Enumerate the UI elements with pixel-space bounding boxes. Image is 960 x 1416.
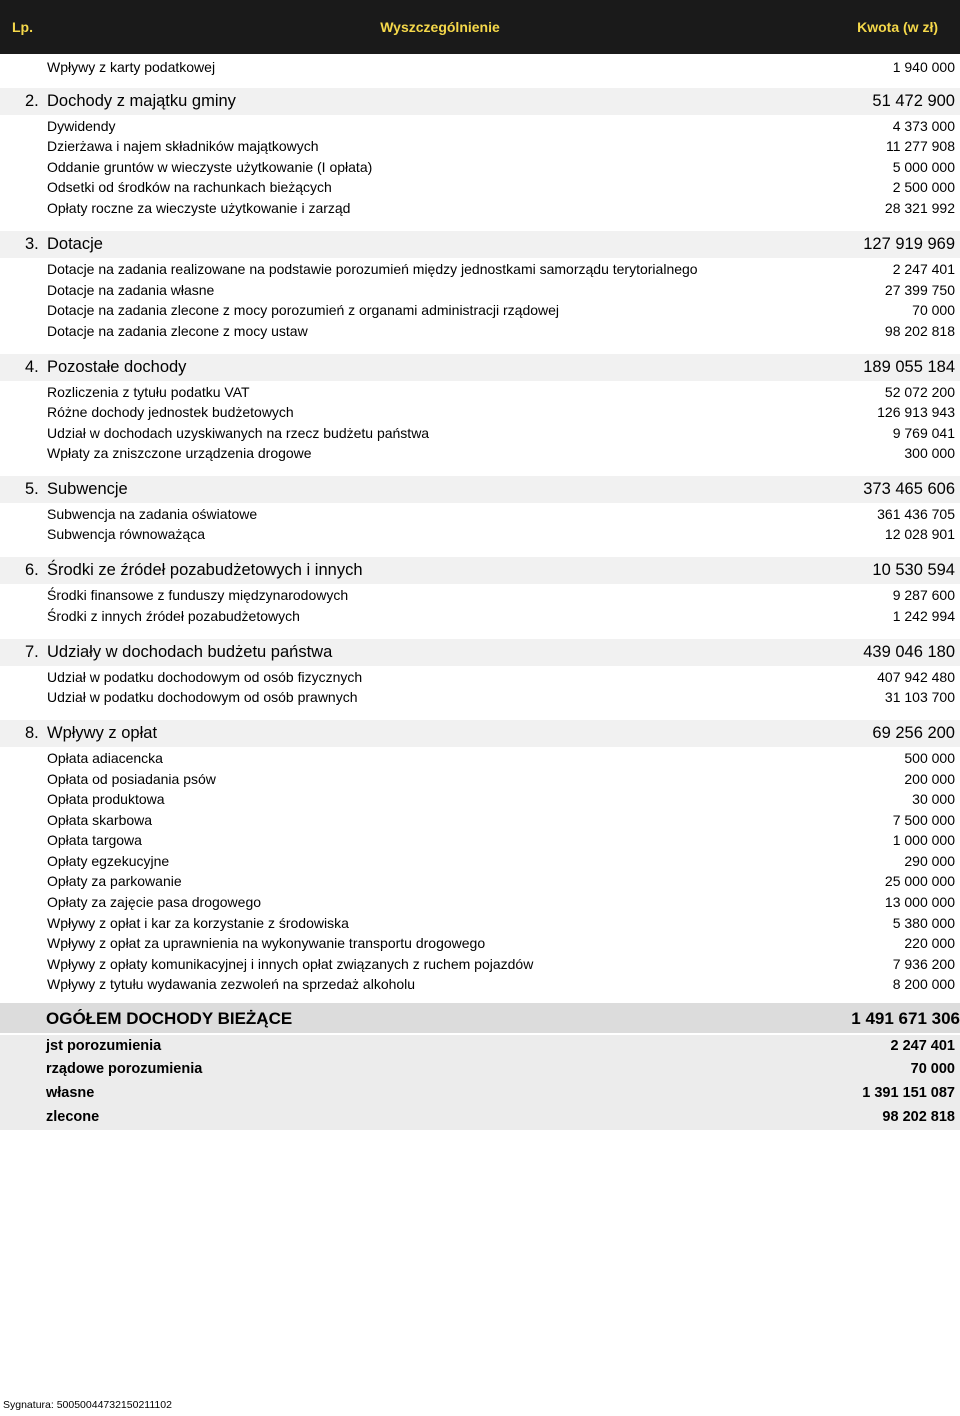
row-amount: 11 277 908: [885, 138, 955, 154]
summary-row: [0, 1082, 960, 1106]
row-amount: 7 500 000: [892, 812, 955, 828]
row-amount: 373 465 606: [863, 480, 955, 498]
row-label: OGÓŁEM DOCHODY BIEŻĄCE: [46, 1009, 293, 1028]
table-row: [0, 955, 960, 975]
header-description: Wyszczególnienie: [380, 19, 500, 35]
table-row: [0, 975, 960, 995]
row-amount: 98 202 818: [882, 1109, 955, 1125]
table-row: [0, 607, 960, 627]
table-row: [0, 403, 960, 423]
row-amount: 98 202 818: [884, 323, 955, 339]
row-amount: 28 321 992: [884, 200, 955, 216]
row-label: własne: [46, 1085, 95, 1101]
row-label: Subwencja na zadania oświatowe: [47, 506, 258, 522]
row-amount: 31 103 700: [884, 689, 955, 705]
row-amount: 7 936 200: [892, 956, 955, 972]
row-label: jst porozumienia: [46, 1038, 162, 1054]
header-amount: Kwota (w zł): [857, 19, 938, 35]
row-label: Wpływy z opłat za uprawnienia na wykonywanie transportu drogowego: [47, 935, 486, 951]
table-row: [0, 852, 960, 872]
row-label: Wpłaty za zniszczone urządzenia drogowe: [47, 445, 312, 461]
table-row: [0, 117, 960, 137]
table-row: [0, 586, 960, 606]
table-row: [0, 383, 960, 403]
row-label: Odsetki od środków na rachunkach bieżących: [47, 179, 332, 195]
row-label: Opłaty egzekucyjne: [47, 853, 170, 869]
table-row: [0, 322, 960, 342]
table-row: [0, 199, 960, 219]
row-label: Dotacje na zadania realizowane na podstawie porozumień między jednostkami samorządu terytorialnego: [47, 261, 698, 277]
row-label: Udział w dochodach uzyskiwanych na rzecz budżetu państwa: [47, 425, 430, 441]
summary-row: [0, 1058, 960, 1082]
table-row: [0, 505, 960, 525]
row-amount: 1 940 000: [892, 59, 955, 75]
row-label: Dzierżawa i najem składników majątkowych: [47, 138, 319, 154]
row-label: Środki ze źródeł pozabudżetowych i innych: [47, 561, 363, 579]
summary-row: [0, 1035, 960, 1059]
section-number: 7.: [25, 643, 39, 661]
row-amount: 290 000: [904, 853, 955, 869]
row-label: Dochody z majątku gminy: [47, 92, 236, 110]
row-label: Wpływy z opłat: [47, 724, 158, 742]
row-amount: 1 000 000: [892, 832, 955, 848]
section-row: [0, 639, 960, 666]
row-label: zlecone: [46, 1109, 100, 1125]
row-amount: 25 000 000: [884, 873, 955, 889]
signature-footer: Sygnatura: 50050044732150211102: [3, 1399, 172, 1411]
row-amount: 2 500 000: [892, 179, 955, 195]
row-label: Opłata targowa: [47, 832, 142, 848]
row-amount: 189 055 184: [863, 358, 955, 376]
row-label: Dotacje na zadania zlecone z mocy ustaw: [47, 323, 308, 339]
table-row: [0, 525, 960, 545]
table-row: [0, 424, 960, 444]
row-label: Wpływy z opłat i kar za korzystanie z środowiska: [47, 915, 349, 931]
row-amount: 27 399 750: [884, 282, 955, 298]
table-row: [0, 688, 960, 708]
table-row: [0, 58, 960, 78]
row-label: Dotacje na zadania zlecone z mocy porozumień z organami administracji rządowej: [47, 302, 560, 318]
row-amount: 52 072 200: [884, 384, 955, 400]
row-amount: 8 200 000: [892, 976, 955, 992]
row-label: Wpływy z opłaty komunikacyjnej i innych opłat związanych z ruchem pojazdów: [47, 956, 534, 972]
table-row: [0, 749, 960, 769]
section-number: 2.: [25, 92, 39, 110]
table-row: [0, 934, 960, 954]
row-label: Subwencje: [47, 480, 128, 498]
row-label: rządowe porozumienia: [46, 1061, 203, 1077]
row-label: Środki z innych źródeł pozabudżetowych: [47, 608, 300, 624]
section-number: 3.: [25, 235, 39, 253]
table-row: [0, 811, 960, 831]
row-amount: 5 380 000: [892, 915, 955, 931]
row-amount: 220 000: [904, 935, 955, 951]
section-number: 6.: [25, 561, 39, 579]
table-row: [0, 301, 960, 321]
table-row: [0, 137, 960, 157]
row-amount: 126 913 943: [877, 404, 955, 420]
table-row: [0, 281, 960, 301]
header-lp: Lp.: [12, 19, 33, 35]
row-amount: 1 491 671 306: [851, 1009, 960, 1028]
row-amount: 4 373 000: [892, 118, 955, 134]
section-row: [0, 557, 960, 584]
row-amount: 500 000: [904, 750, 955, 766]
row-amount: 1 242 994: [892, 608, 955, 624]
table-header: [0, 0, 960, 54]
row-amount: 200 000: [904, 771, 955, 787]
row-label: Pozostałe dochody: [47, 358, 187, 376]
table-row: [0, 158, 960, 178]
row-amount: 69 256 200: [872, 724, 955, 742]
table-row: [0, 668, 960, 688]
section-number: 8.: [25, 724, 39, 742]
row-amount: 9 769 041: [892, 425, 955, 441]
table-row: [0, 260, 960, 280]
row-label: Udział w podatku dochodowym od osób fizycznych: [47, 669, 363, 685]
row-label: Udziały w dochodach budżetu państwa: [47, 643, 333, 661]
row-label: Dywidendy: [47, 118, 116, 134]
table-row: [0, 790, 960, 810]
row-amount: 10 530 594: [872, 561, 955, 579]
row-label: Opłata adiacencka: [47, 750, 163, 766]
row-label: Opłaty za parkowanie: [47, 873, 182, 889]
section-row: [0, 88, 960, 115]
row-amount: 13 000 000: [884, 894, 955, 910]
row-label: Oddanie gruntów w wieczyste użytkowanie (I opłata): [47, 159, 373, 175]
table-row: [0, 831, 960, 851]
table-row: [0, 770, 960, 790]
row-amount: 70 000: [912, 302, 955, 318]
row-label: Subwencja równoważąca: [47, 526, 205, 542]
section-number: 5.: [25, 480, 39, 498]
row-label: Dotacje: [47, 235, 103, 253]
row-amount: 361 436 705: [877, 506, 955, 522]
row-amount: 9 287 600: [892, 587, 955, 603]
row-label: Opłaty za zajęcie pasa drogowego: [47, 894, 262, 910]
row-amount: 127 919 969: [863, 235, 955, 253]
row-amount: 12 028 901: [884, 526, 955, 542]
row-amount: 407 942 480: [877, 669, 955, 685]
table-row: [0, 178, 960, 198]
table-row: [0, 893, 960, 913]
row-label: Środki finansowe z funduszy międzynarodowych: [47, 587, 349, 603]
row-amount: 2 247 401: [892, 261, 955, 277]
row-amount: 1 391 151 087: [862, 1085, 955, 1101]
total-row: [0, 1003, 960, 1033]
row-amount: 5 000 000: [892, 159, 955, 175]
row-label: Dotacje na zadania własne: [47, 282, 215, 298]
table-row: [0, 914, 960, 934]
row-label: Opłata produktowa: [47, 791, 165, 807]
summary-row: [0, 1106, 960, 1130]
row-amount: 439 046 180: [863, 643, 955, 661]
row-label: Wpływy z tytułu wydawania zezwoleń na sprzedaż alkoholu: [47, 976, 416, 992]
row-label: Opłaty roczne za wieczyste użytkowanie i zarząd: [47, 200, 351, 216]
row-amount: 30 000: [912, 791, 955, 807]
section-row: [0, 231, 960, 258]
section-row: [0, 354, 960, 381]
row-amount: 51 472 900: [872, 92, 955, 110]
row-label: Rozliczenia z tytułu podatku VAT: [47, 384, 250, 400]
section-number: 4.: [25, 358, 39, 376]
row-label: Udział w podatku dochodowym od osób prawnych: [47, 689, 358, 705]
table-row: [0, 444, 960, 464]
row-label: Różne dochody jednostek budżetowych: [47, 404, 294, 420]
row-label: Wpływy z karty podatkowej: [47, 59, 216, 75]
row-amount: 2 247 401: [890, 1038, 955, 1054]
row-label: Opłata skarbowa: [47, 812, 153, 828]
row-amount: 70 000: [910, 1061, 955, 1077]
section-row: [0, 720, 960, 747]
table-row: [0, 872, 960, 892]
row-label: Opłata od posiadania psów: [47, 771, 216, 787]
row-amount: 300 000: [904, 445, 955, 461]
section-row: [0, 476, 960, 503]
